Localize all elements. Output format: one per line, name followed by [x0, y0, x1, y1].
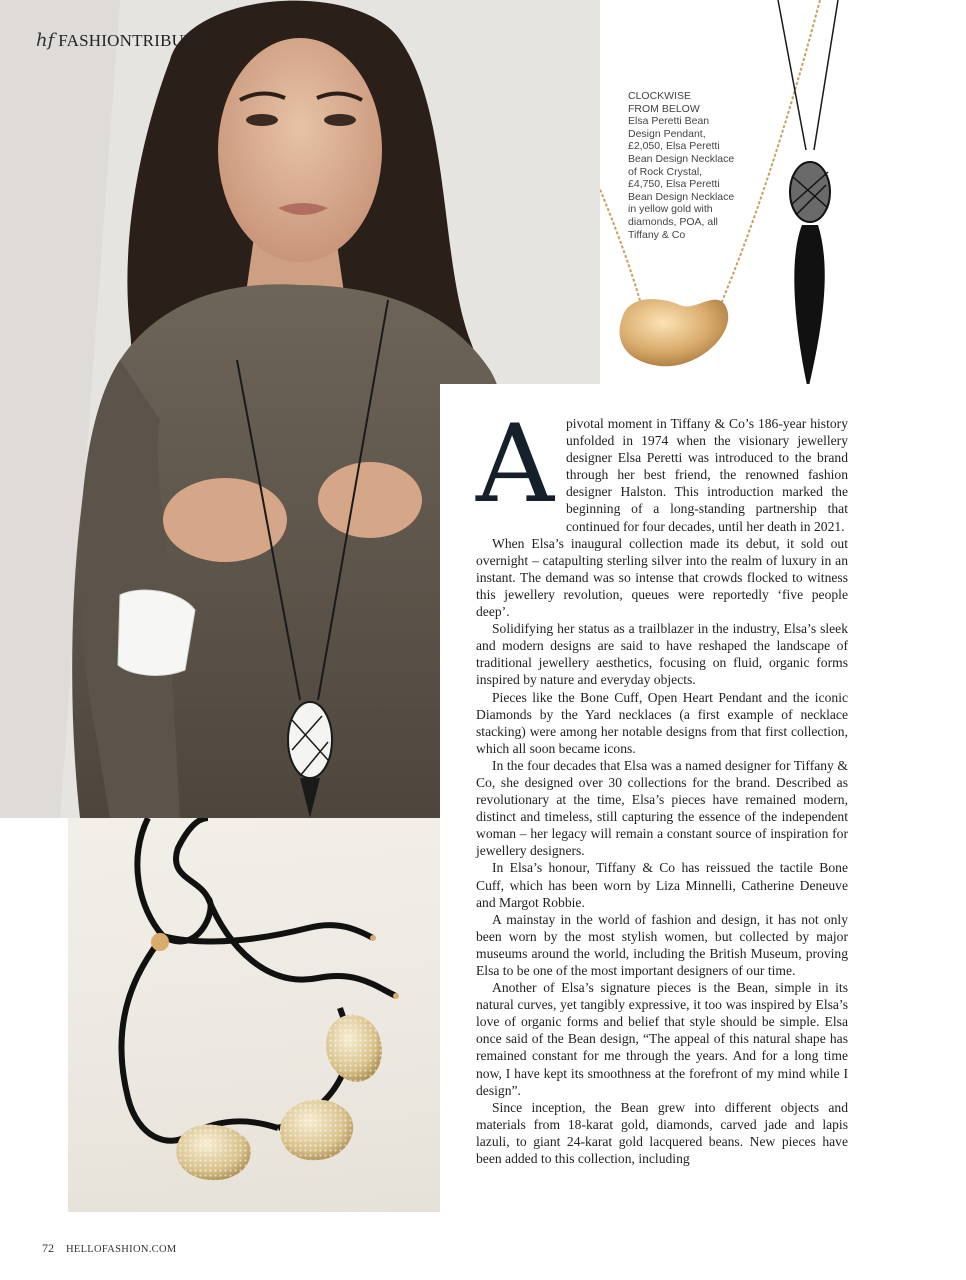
caption-heading-line1: CLOCKWISE	[628, 90, 692, 102]
photo-caption	[628, 90, 738, 241]
page-footer	[42, 1241, 176, 1256]
footer-site: HELLOFASHION.COM	[66, 1244, 177, 1255]
caption-heading-line2: FROM BELOW	[628, 102, 700, 115]
page-number: 72	[42, 1241, 54, 1255]
section-title: FASHIONTRIBUTE	[58, 31, 206, 50]
caption-text: Elsa Peretti Bean Design Pendant, £2,050, Elsa Peretti Bean Design Necklace of Rock Crystal, £4,750, Elsa Peretti Bean Design Necklace in yellow gold with diamonds, POA, all Tiffany & Co	[628, 115, 735, 241]
bean-necklace-illustration	[68, 818, 440, 1212]
article-paragraph: When Elsa’s inaugural collection made its debut, it sold out overnight – catapulting sterling silver into the realm of luxury in an instant. The demand was so intense that crowds flocked to witness this jewellery revolution, queues were reportedly ‘five people deep’.	[476, 535, 848, 620]
article-paragraph: In the four decades that Elsa was a named designer for Tiffany & Co, she designed over 30 collections for the brand. Described as revolutionary at the time, Elsa’s pieces have remained modern, distinct and timeless, still capturing the essence of the independent woman – her legacy will remain a constant source of inspiration for jewellery designers.	[476, 757, 848, 859]
article-body	[476, 402, 848, 1167]
hf-logo: hf	[36, 30, 55, 51]
article-paragraph: A mainstay in the world of fashion and design, it has not only been worn by the most stylish women, but collected by major museums around the world, including the British Museum, proving Elsa to be one of the most important designers of our time.	[476, 911, 848, 978]
article-paragraph: Pieces like the Bone Cuff, Open Heart Pendant and the iconic Diamonds by the Yard necklaces (a first example of necklace stacking) were among her notable designs from that first collection, which all soon became icons.	[476, 689, 848, 756]
article-paragraph: In Elsa’s honour, Tiffany & Co has reissued the tactile Bone Cuff, which has been worn by Liza Minnelli, Catherine Deneuve and Margot Robbie.	[476, 860, 848, 910]
bean-necklace-photo	[68, 818, 440, 1212]
article-paragraph: Another of Elsa’s signature pieces is the Bean, simple in its natural curves, yet tangibly expressive, it too was inspired by Elsa’s love of organic forms and belief that style should be simple. Elsa once said of the Bean design, “The appeal of this natural shape has remained constant for me through the years. And for a long time now, I have kept its smoothness at the forefront of my mind while I design”.	[476, 980, 848, 1098]
article-paragraph: Since inception, the Bean grew into different objects and materials from 18-karat gold, diamonds, carved jade and lapis lazuli, to giant 24-karat gold lacquered beans. New pieces have been added to this collection, including	[476, 1099, 848, 1167]
section-header	[36, 30, 205, 54]
drop-cap: A	[476, 402, 554, 527]
article-paragraph: Solidifying her status as a trailblazer in the industry, Elsa’s sleek and modern designs are said to have reshaped the landscape of traditional jewellery aesthetics, focusing on fluid, organic forms inspired by nature and everyday objects.	[476, 621, 848, 688]
article-paragraph: A pivotal moment in Tiffany & Co’s 186-year history unfolded in 1974 when the visionary jewellery designer Elsa Peretti was introduced to the brand through her best friend, the renowned fashion designer Halston. This introduction marked the beginning of a long-standing partnership that continued for four decades, until her death in 2021.	[476, 402, 848, 534]
